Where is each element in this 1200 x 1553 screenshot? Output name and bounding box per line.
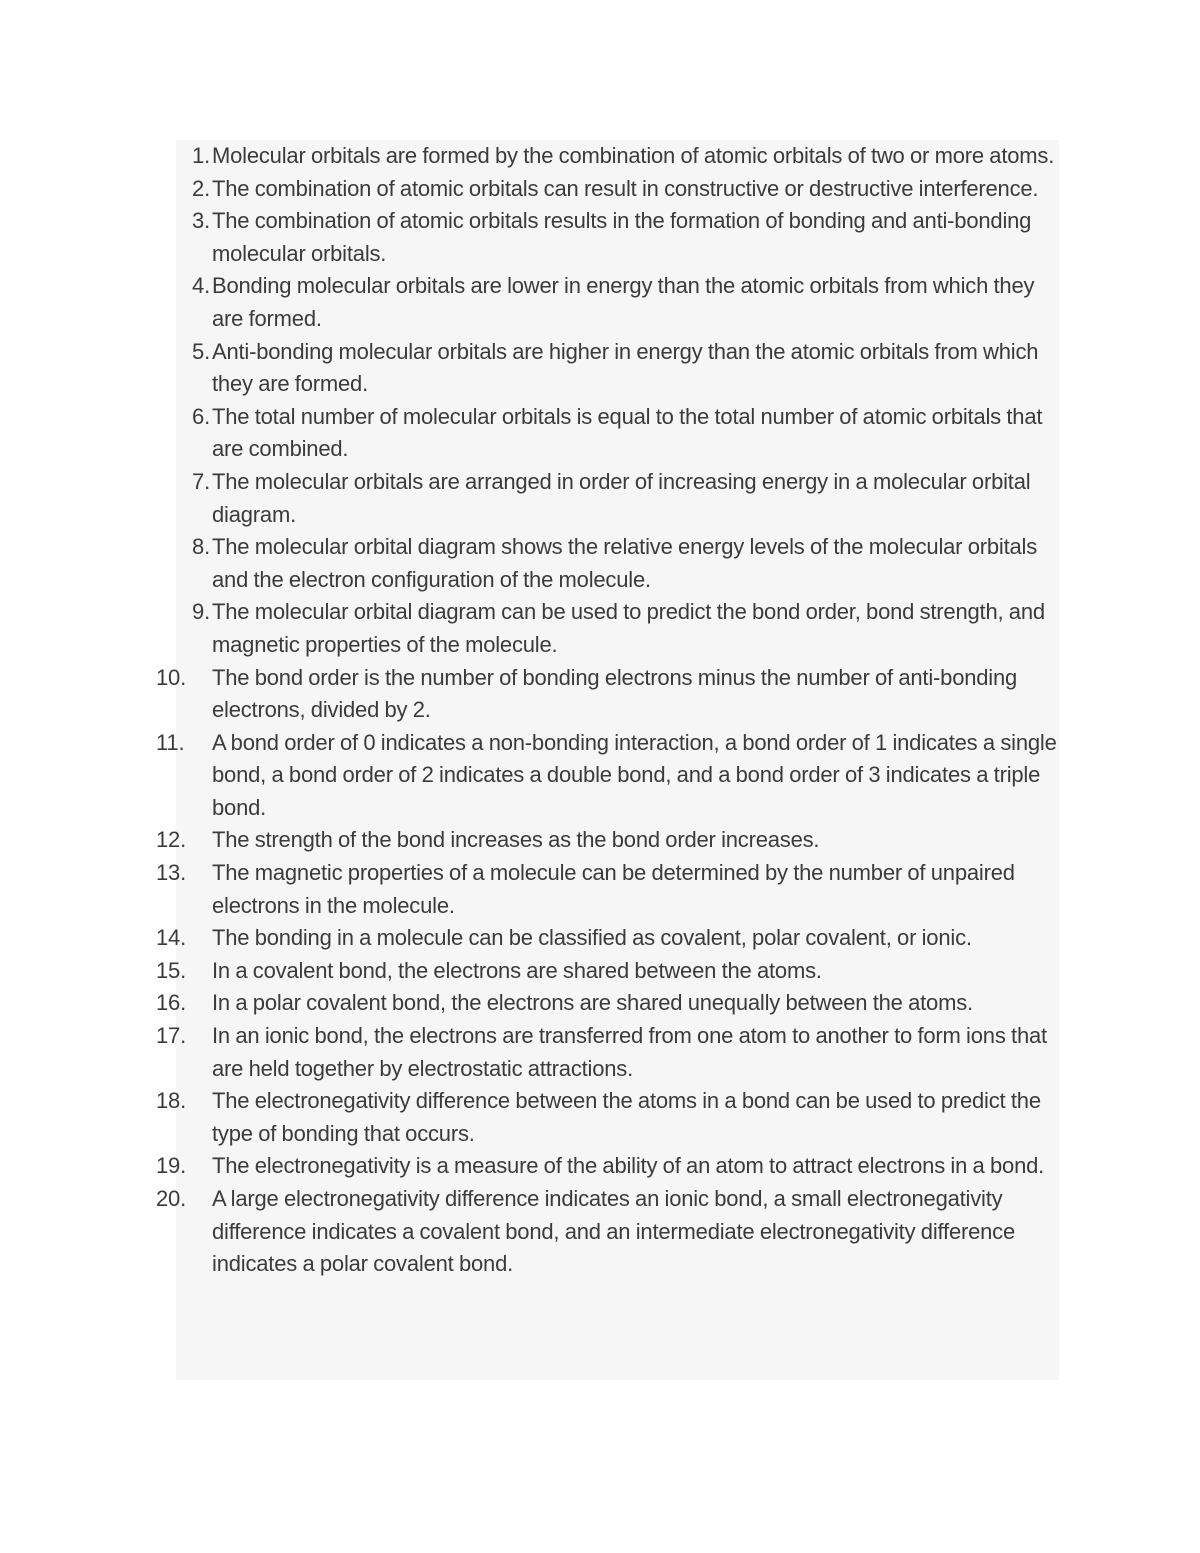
list-item-number: 3. xyxy=(192,208,210,234)
list-item xyxy=(176,531,1059,596)
list-item-text: The magnetic properties of a molecule can be determined by the number of unpaired electrons in the molecule. xyxy=(212,860,1015,918)
list-item xyxy=(176,205,1059,270)
list-item-text: The molecular orbital diagram can be used to predict the bond order, bond strength, and magnetic properties of the molecule. xyxy=(212,599,1045,657)
list-item-text: A large electronegativity difference indicates an ionic bond, a small electronegativity difference indicates a covalent bond, and an intermediate electronegativity difference indicates a polar covalent bond. xyxy=(212,1186,1016,1277)
list-item-number: 11. xyxy=(156,729,185,755)
list-item-text: The combination of atomic orbitals results in the formation of bonding and anti-bonding molecular orbitals. xyxy=(212,208,1032,266)
list-item-text: In an ionic bond, the electrons are transferred from one atom to another to form ions that are held together by electrostatic attractions. xyxy=(212,1023,1047,1081)
list-item xyxy=(156,1183,1059,1281)
list-item-text: The strength of the bond increases as the bond order increases. xyxy=(212,827,820,853)
list-item xyxy=(176,336,1059,401)
list-item-text: The bonding in a molecule can be classified as covalent, polar covalent, or ionic. xyxy=(212,925,972,951)
list-item-number: 17. xyxy=(156,1023,186,1049)
list-item-number: 2. xyxy=(192,175,210,201)
list-item-number: 9. xyxy=(192,599,210,625)
list-item-text: A bond order of 0 indicates a non-bonding interaction, a bond order of 1 indicates a single bond, a bond order of 2 indicates a double bond, and a bond order of 3 indicates a triple bond. xyxy=(212,729,1057,820)
list-item xyxy=(156,1085,1059,1150)
list-item-number: 7. xyxy=(192,468,210,494)
list-item-text: The total number of molecular orbitals is equal to the total number of atomic orbitals that are combined. xyxy=(212,403,1043,462)
list-item xyxy=(156,987,1059,1020)
list-item-text: In a covalent bond, the electrons are shared between the atoms. xyxy=(212,957,822,983)
list-item-number: 12. xyxy=(156,827,186,853)
list-item xyxy=(176,270,1059,335)
list-item-text: The molecular orbitals are arranged in order of increasing energy in a molecular orbital diagram. xyxy=(212,468,1031,527)
list-item-number: 4. xyxy=(192,273,210,299)
list-item xyxy=(156,857,1059,922)
list-item-text: The molecular orbital diagram shows the relative energy levels of the molecular orbitals and the electron configuration of the molecule. xyxy=(212,534,1038,592)
list-item-text: Anti-bonding molecular orbitals are higher in energy than the atomic orbitals from which they are formed. xyxy=(212,338,1039,397)
list-item xyxy=(156,727,1059,825)
list-item-number: 18. xyxy=(156,1088,186,1114)
list-item xyxy=(156,955,1059,988)
list-item-number: 10. xyxy=(156,664,186,690)
list-item xyxy=(156,1020,1059,1085)
list-item xyxy=(176,401,1059,466)
list-item xyxy=(156,1150,1059,1183)
list-item-text: Molecular orbitals are formed by the combination of atomic orbitals of two or more atoms. xyxy=(212,143,1055,168)
document-list-panel xyxy=(156,140,1059,1380)
list-item-number: 8. xyxy=(192,534,210,560)
list-item-number: 13. xyxy=(156,860,186,886)
list-item-number: 19. xyxy=(156,1153,186,1179)
list-item-text: The electronegativity is a measure of the ability of an atom to attract electrons in a bond. xyxy=(212,1153,1045,1179)
list-item-number: 6. xyxy=(192,403,210,429)
list-item-text: The bond order is the number of bonding electrons minus the number of anti-bonding electrons, divided by 2. xyxy=(212,664,1018,723)
list-item-number: 1. xyxy=(192,143,210,168)
list-item-text: In a polar covalent bond, the electrons are shared unequally between the atoms. xyxy=(212,990,973,1016)
list-item xyxy=(176,466,1059,531)
list-item-text: The electronegativity difference between the atoms in a bond can be used to predict the type of bonding that occurs. xyxy=(212,1088,1041,1146)
list-item-text: The combination of atomic orbitals can result in constructive or destructive interference. xyxy=(212,175,1039,201)
list-item xyxy=(176,173,1059,206)
list-item-number: 15. xyxy=(156,957,186,983)
numbered-list xyxy=(156,140,1059,1281)
list-item-number: 5. xyxy=(192,338,210,364)
list-item-text: Bonding molecular orbitals are lower in energy than the atomic orbitals from which they are formed. xyxy=(212,273,1035,331)
list-item xyxy=(156,922,1059,955)
list-item-number: 16. xyxy=(156,990,186,1016)
list-item xyxy=(156,662,1059,727)
list-item xyxy=(176,596,1059,661)
list-item xyxy=(156,824,1059,857)
list-item xyxy=(176,140,1059,173)
list-item-number: 20. xyxy=(156,1186,186,1211)
list-item-number: 14. xyxy=(156,925,186,951)
